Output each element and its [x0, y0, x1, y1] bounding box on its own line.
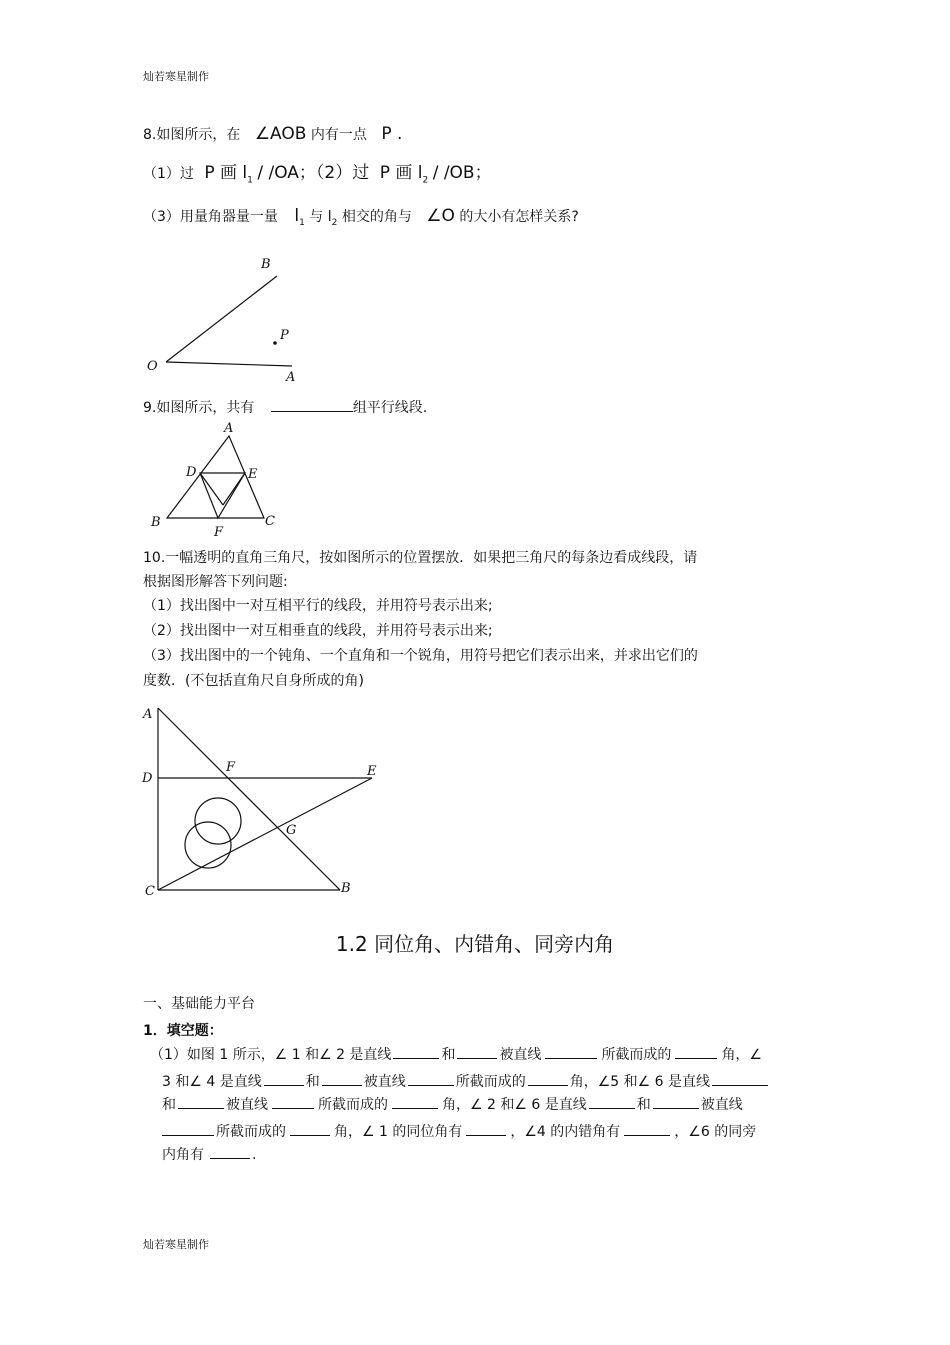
label-b: B	[151, 515, 161, 530]
label-g: G	[286, 823, 297, 838]
blank	[322, 1073, 362, 1086]
q8-text: （1）过	[143, 166, 194, 182]
q1-row5: 内角有 .	[162, 1147, 257, 1163]
q8-text: / /OA；（2）过	[257, 163, 370, 183]
label-o: O	[147, 359, 158, 374]
q1-row4: 所截而成的 角，∠ 1 的同位角有 ，∠4 的内错角有 ，∠6 的同旁	[162, 1121, 756, 1141]
q8-text: 的大小有怎样关系?	[459, 209, 579, 225]
q8-text: 8.如图所示，在	[143, 127, 241, 143]
blank	[162, 1123, 214, 1136]
q8-angle: ∠AOB	[254, 124, 307, 144]
blank	[653, 1096, 699, 1109]
q10-line5: （3）找出图中的一个钝角、一个直角和一个锐角，用符号把它们表示出来，并求出它们的	[143, 648, 698, 664]
blank	[272, 1096, 314, 1109]
q9-text: 组平行线段.	[352, 400, 428, 416]
label-e: E	[248, 467, 258, 482]
q8-l2: P 画 $l_2$	[379, 163, 429, 186]
page-footer: 灿若寒星制作	[143, 1238, 209, 1251]
label-d: D	[142, 771, 153, 786]
label-a: A	[286, 370, 296, 385]
blank	[589, 1096, 635, 1109]
label-b: B	[261, 257, 271, 272]
q9-text: 9.如图所示，共有	[143, 400, 255, 416]
label-f: F	[214, 525, 224, 540]
ruler-hole	[185, 822, 231, 868]
blank	[210, 1146, 250, 1159]
blank	[392, 1096, 438, 1109]
q1-head: 1．填空题：	[143, 1023, 223, 1039]
blank	[457, 1046, 497, 1059]
label-a: A	[224, 421, 234, 436]
blank	[290, 1123, 330, 1136]
segment-ce	[158, 778, 372, 890]
label-a: A	[143, 707, 153, 722]
q1-row1: （1）如图 1 所示，∠ 1 和∠ 2 是直线 和 被直线 所截而成的 角，∠	[150, 1047, 762, 1063]
ruler-hole	[195, 798, 241, 844]
q1-row2: 3 和∠ 4 是直线 和 被直线 所截而成的 角，∠5 和∠ 6 是直线	[162, 1071, 770, 1091]
label-f: F	[226, 760, 236, 775]
label-c: C	[265, 514, 275, 529]
label-b: B	[341, 881, 351, 896]
blank	[393, 1046, 439, 1059]
segment-ab	[158, 708, 340, 890]
section-title: 1.2 同位角、内错角、同旁内角	[335, 932, 615, 956]
blank	[675, 1046, 717, 1059]
label-e: E	[367, 764, 377, 779]
blank	[178, 1096, 224, 1109]
blank	[545, 1046, 597, 1059]
page-header: 灿若寒星制作	[143, 70, 209, 83]
q8-angle-o: ∠O	[426, 206, 455, 226]
blank	[408, 1073, 454, 1086]
blank	[528, 1073, 568, 1086]
q8-l: l	[294, 206, 300, 226]
q8-text: 相交的角与	[341, 209, 412, 225]
blank	[624, 1123, 670, 1136]
q10-line2: 根据图形解答下列问题:	[143, 574, 288, 590]
q10-line1: 10.一幅透明的直角三角尺，按如图所示的位置摆放．如果把三角尺的每条边看成线段，请	[143, 550, 698, 566]
q1-row3: 和 被直线 所截而成的 角，∠ 2 和∠ 6 是直线 和 被直线	[162, 1097, 743, 1113]
q10-line6: 度数．(不包括直角尺自身所成的角)	[143, 673, 364, 689]
part-heading: 一、基础能力平台	[143, 996, 255, 1012]
blank	[264, 1073, 304, 1086]
blank	[712, 1073, 768, 1086]
q8-line3: （3）用量角器量一量 $l_1$ 与 $l_2$ 相交的角与 ∠O 的大小有怎样关系?	[143, 206, 579, 228]
q8-point: P .	[381, 124, 403, 144]
q10-line3: （1）找出图中一对互相平行的线段，并用符号表示出来;	[143, 598, 493, 614]
label-p: P	[280, 328, 289, 343]
q10-line4: （2）找出图中一对互相垂直的线段，并用符号表示出来;	[143, 623, 493, 639]
label-c: C	[145, 884, 155, 899]
q8-text: （3）用量角器量一量	[143, 209, 278, 225]
q8-text: 内有一点	[310, 127, 367, 143]
q8-l1: P 画 $l_1$	[204, 163, 253, 186]
q8-text: / /OB；	[432, 163, 492, 183]
blank	[466, 1123, 506, 1136]
label-d: D	[186, 465, 197, 480]
q8-text: 与 l	[309, 209, 332, 225]
